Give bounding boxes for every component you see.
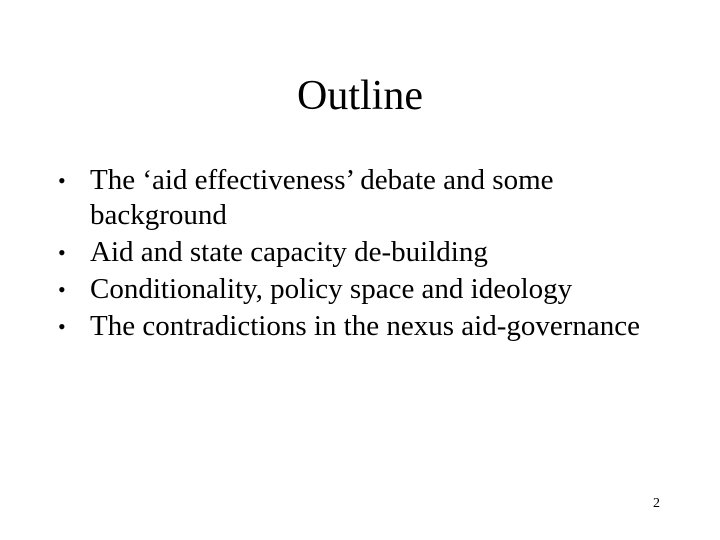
- bullet-list: [58, 163, 658, 346]
- bullet-item: [58, 235, 658, 270]
- bullet-dot-icon: •: [58, 168, 66, 193]
- bullet-item: [58, 163, 658, 233]
- bullet-dot-icon: •: [58, 240, 66, 265]
- bullet-item: [58, 272, 658, 307]
- slide-title: Outline: [297, 73, 423, 119]
- bullet-text: The ‘aid effectiveness’ debate and some background: [90, 164, 554, 231]
- bullet-dot-icon: •: [58, 314, 66, 339]
- bullet-text: Conditionality, policy space and ideology: [90, 273, 573, 305]
- bullet-text: Aid and state capacity de-building: [90, 236, 488, 268]
- bullet-text: The contradictions in the nexus aid-governance: [90, 310, 640, 342]
- bullet-dot-icon: •: [58, 277, 66, 302]
- bullet-item: [58, 309, 658, 344]
- page-number: 2: [653, 496, 660, 511]
